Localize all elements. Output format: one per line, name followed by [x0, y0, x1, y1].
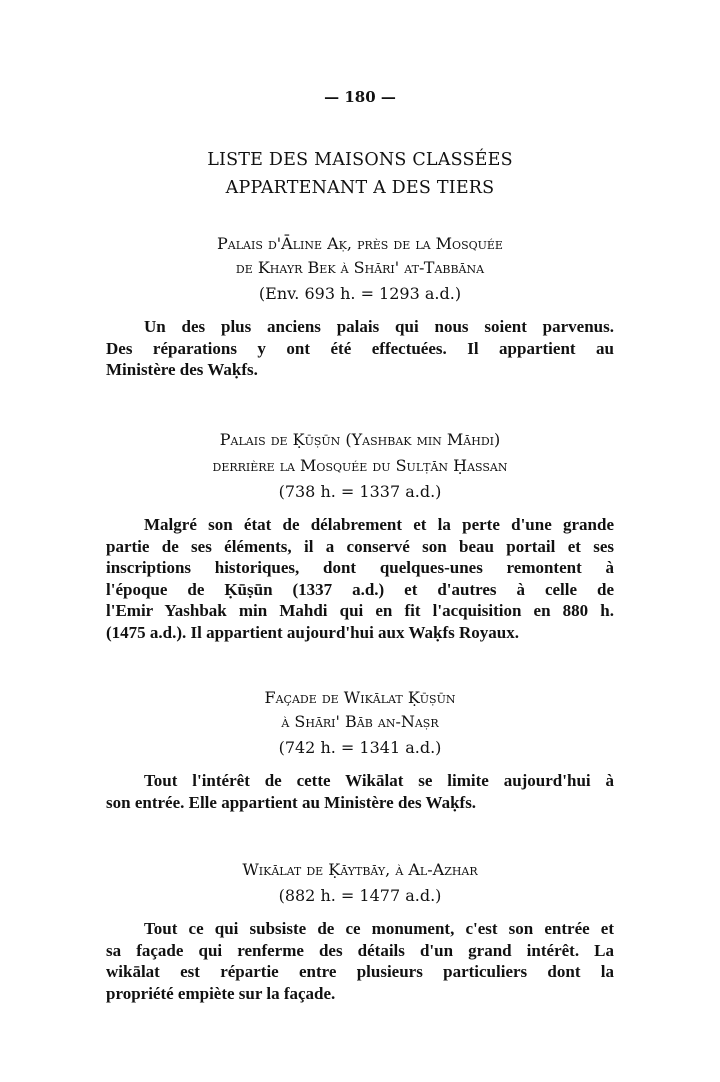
paragraph-line: propriété empiète sur la façade.	[106, 983, 336, 1003]
paragraph-line: Tout ce qui subsiste de ce monument, c'est son entrée et	[144, 919, 614, 938]
title-line-1: LISTE DES MAISONS CLASSÉES	[207, 150, 513, 170]
page-number: — 180 —	[324, 88, 396, 106]
section-1-heading-2: de Khayr Bek à Shāri' at-Tabbāna	[235, 258, 485, 277]
paragraph-line: wikālat est répartie entre plusieurs particuliers dont la	[106, 962, 614, 982]
title-line-2: APPARTENANT A DES TIERS	[225, 178, 495, 198]
section-3-date: (742 h. = 1341 a.d.)	[278, 738, 442, 757]
section-3-heading-1: Façade de Wikālat Ḳūṣūn	[264, 688, 456, 707]
section-3-heading-2: à Shāri' Bāb an-Naṣr	[281, 712, 439, 731]
paragraph-line: partie de ses éléments, il a conservé son beau portail et ses	[106, 536, 614, 556]
paragraph-line: Ministère des Waḳfs.	[106, 360, 258, 380]
paragraph-line: inscriptions historiques, dont quelques-unes remontent à	[106, 558, 614, 578]
paragraph-line: Malgré son état de délabrement et la perte d'une grande	[144, 515, 614, 534]
section-2-heading-1: Palais de Ḳūṣūn (Yashbak min Māhdi)	[219, 430, 501, 449]
paragraph-line: sa façade qui renferme des détails d'un grand intérêt. La	[106, 940, 614, 960]
paragraph-line: l'Emir Yashbak min Mahdi qui en fit l'acquisition en 880 h.	[106, 601, 614, 621]
section-2-heading-2: derrière la Mosquée du Sulṭān Ḥassan	[212, 456, 508, 475]
section-1-heading-1: Palais d'Āline Aḳ, près de la Mosquée	[217, 234, 503, 253]
section-1-paragraph	[106, 316, 614, 381]
paragraph-line: l'époque de Ḳūṣūn (1337 a.d.) et d'autres à celle de	[106, 579, 614, 599]
section-2-paragraph	[106, 514, 614, 644]
paragraph-line: Tout l'intérêt de cette Wikālat se limite aujourd'hui à	[144, 771, 614, 790]
section-4-date: (882 h. = 1477 a.d.)	[278, 886, 442, 905]
paragraph-line: (1475 a.d.). Il appartient aujourd'hui aux Waḳfs Royaux.	[106, 622, 519, 642]
section-4-paragraph	[106, 918, 614, 1004]
section-4-heading-1: Wikālat de Ḳāytbāy, à Al-Azhar	[242, 860, 478, 879]
section-1-date: (Env. 693 h. = 1293 a.d.)	[258, 284, 462, 303]
paragraph-line: Un des plus anciens palais qui nous soient parvenus.	[144, 317, 614, 336]
section-2-date: (738 h. = 1337 a.d.)	[278, 482, 442, 501]
section-3-paragraph	[106, 770, 614, 813]
paragraph-line: Des réparations y ont été effectuées. Il appartient au	[106, 338, 614, 358]
paragraph-line: son entrée. Elle appartient au Ministère des Waḳfs.	[106, 792, 477, 812]
